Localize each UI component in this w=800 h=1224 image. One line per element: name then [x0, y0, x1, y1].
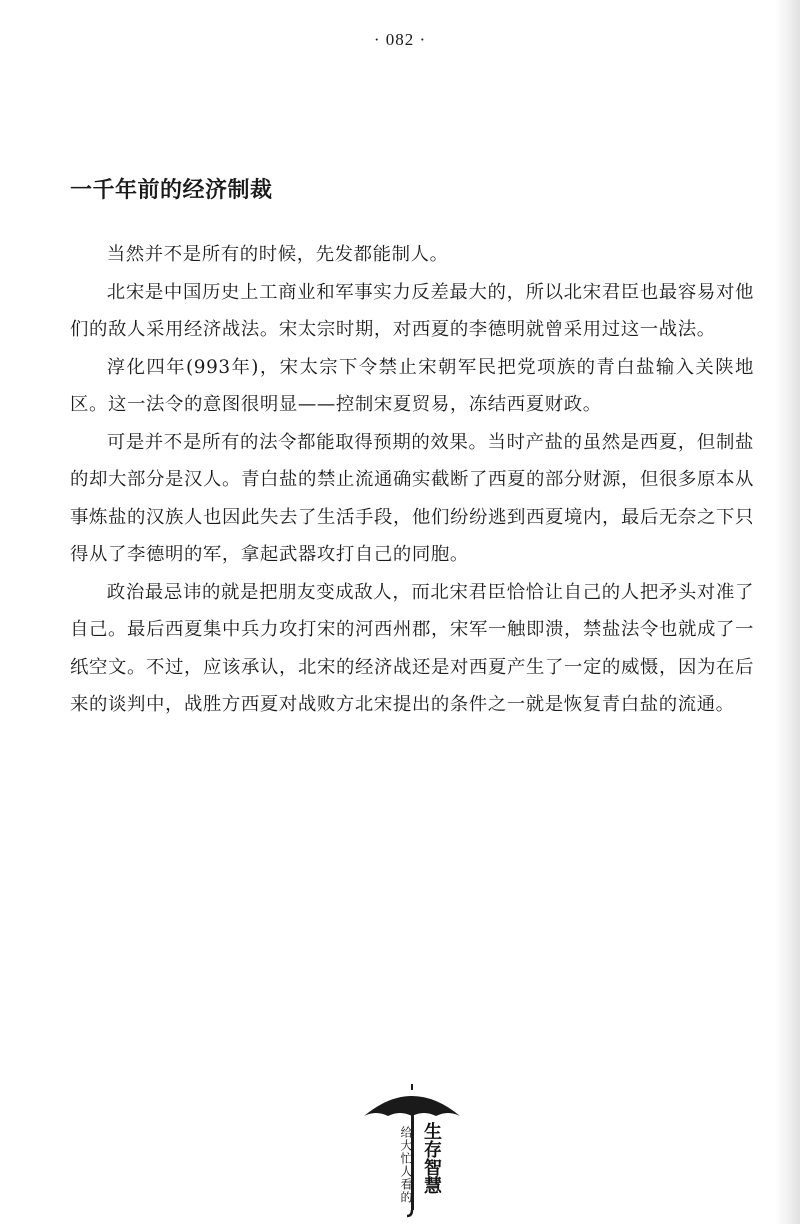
page-number: · 082 · [373, 30, 427, 49]
paragraph: 淳化四年(993年)，宋太宗下令禁止宋朝军民把党项族的青白盐输入关陕地区。这一法令的意图很明显——控制宋夏贸易，冻结西夏财政。 [70, 356, 754, 415]
brand-main-title: 生存智慧 [421, 1122, 442, 1194]
paragraph: 北宋是中国历史上工商业和军事实力反差最大的，所以北宋君臣也最容易对他们的敌人采用经济战法。宋太宗时期，对西夏的李德明就曾采用过这一战法。 [70, 281, 754, 340]
umbrella-icon [360, 1078, 470, 1218]
spine-shadow [774, 0, 800, 1224]
section-title: 一千年前的经济制裁 [70, 178, 273, 203]
paragraph: 政治最忌讳的就是把朋友变成敌人，而北宋君臣恰恰让自己的人把矛头对准了自己。最后西夏集中兵力攻打宋的河西州郡，宋军一触即溃，禁盐法令也就成了一纸空文。不过，应该承认，北宋的经济战还是对西夏产生了一定的威慑，因为在后来的谈判中，战胜方西夏对战败方北宋提出的条件之一就是恢复青白盐的流通。 [70, 581, 754, 715]
paragraph: 当然并不是所有的时候，先发都能制人。 [106, 244, 449, 265]
body-text [70, 236, 754, 724]
series-logo [360, 1078, 470, 1218]
brand-subtitle: 给大忙人看的 [399, 1126, 413, 1204]
paragraph: 可是并不是所有的法令都能取得预期的效果。当时产盐的虽然是西夏，但制盐的却大部分是汉人。青白盐的禁止流通确实截断了西夏的部分财源，但很多原本从事炼盐的汉族人也因此失去了生活手段，他们纷纷逃到西夏境内，最后无奈之下只得从了李德明的军，拿起武器攻打自己的同胞。 [70, 431, 754, 565]
